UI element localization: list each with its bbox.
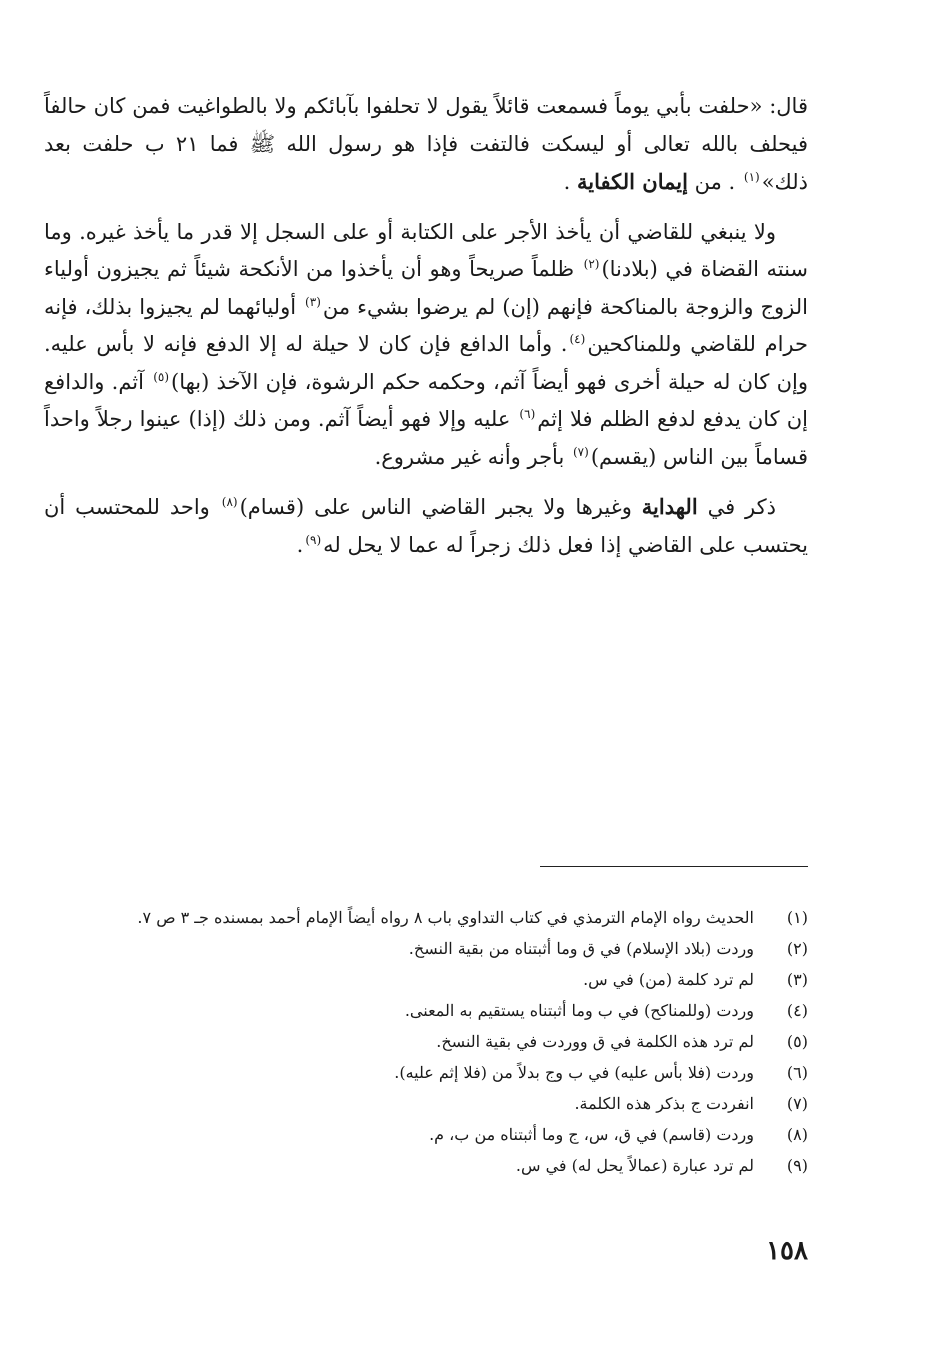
footnote-number: (٤) <box>786 1001 808 1020</box>
footnote-text: الحديث رواه الإمام الترمذي في كتاب التداوي باب ٨ رواه أيضاً الإمام أحمد بمسنده جـ ٣ ص ٧. <box>137 908 754 927</box>
footnote-number: (١) <box>786 908 808 927</box>
text-run: . وأما الدافع فإن كان لا حيلة له إلا الدفع فإنه لا بأس عليه. وإن كان له حيلة أخرى فهو أيضاً آثم، وحكمه حكم الرشوة، فإن الآخذ (بها) <box>44 332 808 394</box>
footnote-reference: (٨) <box>221 495 238 509</box>
footnote <box>90 902 808 933</box>
footnote-number: (٥) <box>786 1032 808 1051</box>
main-text <box>44 88 808 576</box>
bold-text-run: إيمان الكفاية <box>577 169 688 194</box>
footnote-text: وردت (فلا بأس عليه) في ب وج بدلاً من (فلا إثم عليه). <box>394 1063 754 1082</box>
text-run: واحد للمحتسب أن يحتسب على القاضي إذا فعل ذلك زجراً له عما لا يحل له <box>44 495 808 557</box>
text-run: قال: «حلفت بأبي يوماً فسمعت قائلاً يقول لا تحلفوا بآبائكم ولا بالطواغيت فمن كان حالفاً فيحلف بالله تعالى أو ليسكت فالتفت فإذا هو رسول الله ﷺ فما ٢١ ب حلفت بعد ذلك» <box>44 94 808 194</box>
footnote-reference: (٦) <box>519 407 536 421</box>
footnote <box>90 933 808 964</box>
page-number: ١٥٨ <box>766 1236 808 1266</box>
footnote-text: وردت (بلاد الإسلام) في ق وما أثبتناه من بقية النسخ. <box>408 939 754 958</box>
footnote <box>90 964 808 995</box>
footnote-number: (٦) <box>786 1063 808 1082</box>
text-run: . من <box>687 170 742 194</box>
footnote-text: لم ترد كلمة (من) في س. <box>583 970 754 989</box>
footnote <box>90 1150 808 1181</box>
footnote <box>90 1119 808 1150</box>
paragraph <box>44 214 808 477</box>
bold-text-run: الهداية <box>641 494 698 519</box>
text-run: ولا ينبغي للقاضي أن يأخذ الأجر على الكتابة أو على السجل إلا قدر ما يأخذ غيره. وما سنته القضاة في (بلادنا) <box>44 219 808 281</box>
footnote <box>90 995 808 1026</box>
paragraph <box>44 488 808 564</box>
text-run: بأجر وأنه غير مشروع. <box>374 444 571 469</box>
footnote-text: وردت (قاسم) في ق، س، ج وما أثبتناه من ب، م. <box>429 1125 754 1144</box>
text-run: . <box>296 532 304 557</box>
text-run: أوليائهما لم يجيزوا بذلك، فإنه حرام للقاضي وللمناكحين <box>44 294 808 356</box>
footnote <box>90 1088 808 1119</box>
footnote-reference: (٩) <box>305 532 322 547</box>
footnote-reference: (٥) <box>153 369 170 384</box>
paragraph <box>44 88 808 202</box>
footnote-separator <box>540 866 808 867</box>
text-run: وغيرها ولا يجبر القاضي الناس على (قسام) <box>239 495 642 519</box>
text-run: آثم. والدافع إن كان يدفع لدفع الظلم فلا إثم <box>44 369 808 431</box>
footnote-reference: (٢) <box>583 257 600 271</box>
footnote-number: (٣) <box>786 970 808 989</box>
footnotes-list <box>90 902 808 1181</box>
text-run: عليه وإلا فهو أيضاً آثم. ومن ذلك (إذا) عينوا رجلاً واحداً قساماً بين الناس (يقسم) <box>44 407 808 469</box>
footnote-text: لم ترد عبارة (عمالاً يحل له) في س. <box>515 1156 754 1175</box>
text-run: ذكر في <box>697 495 776 519</box>
footnote-number: (٢) <box>786 939 808 958</box>
footnote-text: لم ترد هذه الكلمة في ق ووردت في بقية النسخ. <box>436 1032 754 1051</box>
footnote-text: انفردت ج بذكر هذه الكلمة. <box>574 1094 754 1113</box>
footnote <box>90 1026 808 1057</box>
footnote-reference: (١) <box>743 170 760 184</box>
footnote-reference: (٧) <box>572 444 589 459</box>
footnote-text: وردت (وللمناكح) في ب وما أثبتناه يستقيم به المعنى. <box>404 1001 754 1020</box>
footnote-reference: (٣) <box>305 294 321 309</box>
footnote-number: (٩) <box>786 1156 808 1175</box>
footnote-number: (٧) <box>786 1094 808 1113</box>
text-run: . <box>563 170 578 194</box>
footnote-reference: (٤) <box>569 332 586 346</box>
text-run: ظلماً صريحاً وهو أن يأخذوا من الأنكحة شيئاً ثم يجيزون أولياء الزوج والزوجة بالمناكحة فإنهم (إن) لم يرضوا بشيء من <box>44 257 808 319</box>
footnote-number: (٨) <box>786 1125 808 1144</box>
footnote <box>90 1057 808 1088</box>
